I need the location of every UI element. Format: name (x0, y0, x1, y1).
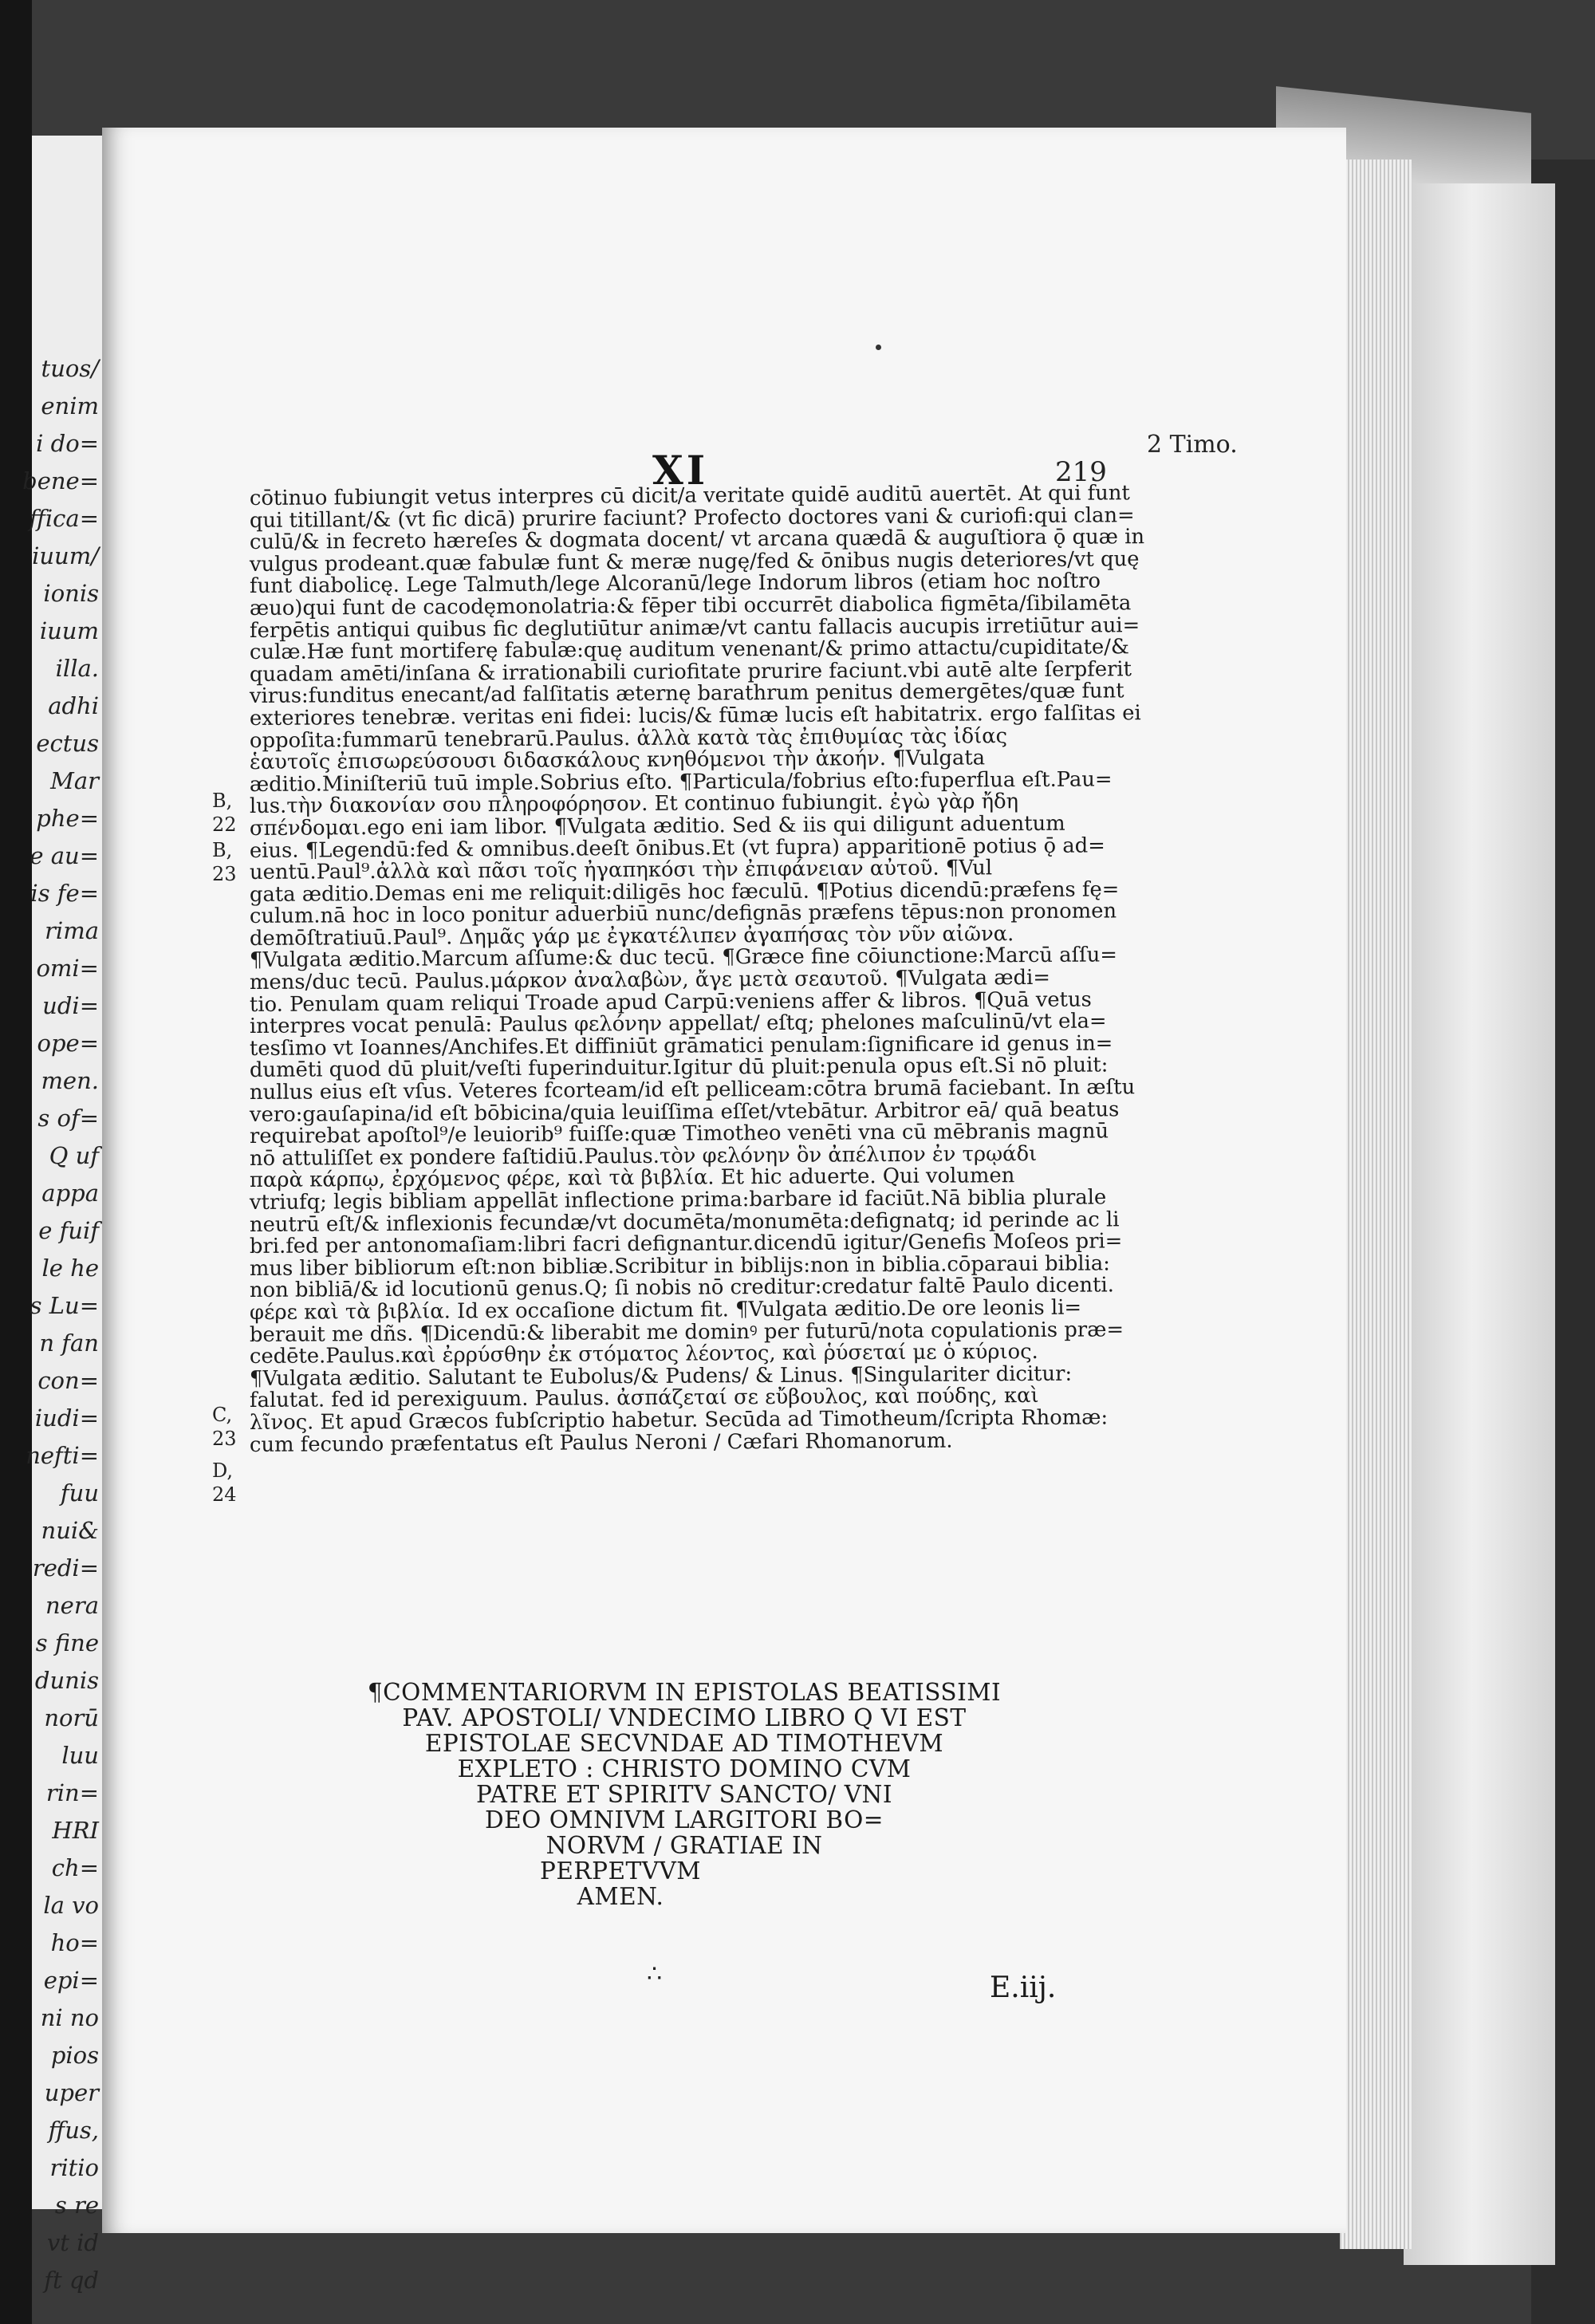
margin-reference: C, (212, 1404, 233, 1426)
margin-reference: 23 (212, 1428, 237, 1450)
right-page (102, 128, 1346, 2233)
margin-reference: 22 (212, 813, 237, 836)
left-page-line: s re (54, 2192, 99, 2219)
running-head: 2 Timo. (1147, 431, 1238, 459)
colophon-line: NORVM / GRATIAE IN (545, 1832, 823, 1859)
colophon (317, 1680, 1051, 1909)
text-line: falutat. fed id perexiguum. Paulus. ἀσπάζεταί σε εὔβουλος, καὶ πούδης, καὶ (249, 1384, 1039, 1413)
left-page-line: nefti= (26, 1442, 99, 1469)
text-line: oppoſita:fummarū tenebrarū.Paulus. ἀλλὰ κατὰ τὰς ἐπιθυμίας τὰς ἰδίας (249, 723, 1008, 753)
left-page-line: la vo (43, 1892, 99, 1919)
left-page-line: udi= (42, 992, 99, 1019)
text-line: dumēti quod dū pluit/veſti fuperinduitur.Igitur dū pluit:penula opus eſt.Si nō pluit: (249, 1053, 1109, 1083)
margin-reference: 23 (212, 863, 237, 885)
text-line: παρὰ κάρπῳ, ἐρχόμενος φέρε, καὶ τὰ βιβλία. Et hic aduerte. Qui volumen (249, 1164, 1015, 1193)
left-page-line: Q uf (49, 1142, 99, 1169)
left-page-line: HRI (52, 1817, 99, 1844)
margin-reference: 24 (212, 1483, 237, 1506)
left-page-line: ffica= (29, 505, 99, 532)
text-line: tesſimo vt Ioannes/Anchifes.Et diffiniūt grāmatici penulam:ſignificare id genus in= (249, 1031, 1113, 1061)
text-line: berauit me dñs. ¶Dicendū:& liberabit me dominꝰ per futurū/nota copulationis præ= (249, 1317, 1124, 1347)
text-line: nō attuliſſet ex pondere faſtidiū.Paulus.τὸν φελόνην ὃν ἀπέλιπον ἐν τρῳάδι (249, 1141, 1038, 1171)
left-page-line: ni no (40, 2004, 99, 2031)
text-line: eius. ¶Legendū:fed & omnibus.deeſt ōnibus.Et (vt fupra) apparitionē potius ǭ ad= (249, 833, 1105, 863)
text-line: requirebat apoſtol⁹/e leuiorib⁹ fuiſſe:quæ Timotheo venēti vna cū mēbranis magnū (249, 1119, 1109, 1149)
text-line: quadam amēti/inſana & irrationabili curiofitate prurire faciunt.vbi autē alte ſerpferit (249, 656, 1132, 687)
book-cover-edge (1404, 183, 1555, 2265)
text-line: æditio.Miniſteriū tuū imple.Sobrius eſto. ¶Particula/fobrius eſto:fuperflua eſt.Pau= (249, 767, 1113, 797)
text-line: ἑαυτοῖς ἐπισωρεύσουσι διδασκάλους κνηθόμενοι τὴν ἀκοήν. ¶Vulgata (249, 746, 986, 775)
left-page-line: Mar (50, 767, 99, 794)
ink-dot (876, 345, 881, 350)
text-line: cōtinuo fubiungit vetus interpres cū dicit/a veritate quidē auditū auertēt. At qui funt (249, 481, 1130, 510)
left-page-line: iuum/ (32, 542, 99, 569)
text-line: funt diabolicę. Lege Talmuth/lege Alcoranū/lege Indorum libros (etiam hoc noſtro (249, 569, 1101, 599)
text-line: cum fecundo præfentatus eſt Paulus Neroni / Cæfari Rhomanorum. (249, 1428, 953, 1457)
text-line: neutrū eſt/& inflexionis fecundæ/vt documēta/monumēta:defignatq; id perinde ac li (249, 1207, 1120, 1237)
text-line: σπένδομαι.ego eni iam libor. ¶Vulgata æditio. Sed & iis qui diligunt aduentum (249, 811, 1065, 841)
left-page-line: epi= (43, 1967, 99, 1994)
left-page-line: redi= (32, 1554, 99, 1582)
left-page-line: fuu (60, 1479, 99, 1507)
left-page-line: rima (45, 917, 99, 944)
left-page-line: nui& (41, 1517, 99, 1544)
left-page-line: e au= (30, 842, 99, 869)
colophon-line: PATRE ET SPIRITV SANCTO/ VNI (476, 1781, 892, 1808)
left-page-line: le he (41, 1255, 99, 1282)
left-page-line: s fine (35, 1629, 99, 1656)
left-page-line: s Lu= (30, 1292, 99, 1319)
text-line: tio. Penulam quam reliqui Troade apud Carpū:veniens affer & libros. ¶Quā vetus (249, 987, 1092, 1017)
left-page-line: adhi (48, 692, 99, 719)
colophon-line: DEO OMNIVM LARGITORI BO= (484, 1806, 884, 1834)
book-edge-shadow (0, 0, 32, 2324)
left-page-line: illa. (55, 655, 99, 682)
text-line: vulgus prodeant.quæ fabulæ funt & meræ nugę/fed & ōnibus nugis deteriores/vt quę (249, 546, 1140, 577)
signature-mark: E.iij. (990, 1971, 1057, 2004)
text-line: demōſtratiuū.Paul⁹. Δημᾶς γάρ με ἐγκατέλιπεν ἀγαπήσας τὸν νῦν αἰῶνα. (249, 922, 1014, 951)
folio-number: 219 (1055, 456, 1107, 488)
text-line: virus:funditus enecant/ad falſitatis æternę barathrum penitus demergētes/quæ funt (249, 679, 1124, 709)
left-page-line: ectus (36, 730, 99, 757)
chapter-number: XI (652, 447, 709, 494)
margin-reference: D, (212, 1459, 234, 1482)
text-line: ferpētis antiqui quibus fic deglutiūtur animæ/vt cantu fallacis aucupis irretiūtur aui= (249, 613, 1140, 643)
text-line: interpres vocat penulā: Paulus φελόνην appellat/ eſtq; phelones maſculinū/vt ela= (249, 1009, 1107, 1039)
page-fore-edge (1340, 160, 1412, 2249)
text-line: nullus eius eſt vſus. Veteres fcorteam/id eſt pelliceam:cōtra brumā faciebant. In æſtu (249, 1075, 1136, 1105)
text-line: qui titillant/& (vt fic dicā) prurire faciunt? Profecto doctores vani & curiofi:qui clan= (249, 502, 1135, 533)
left-page-line: omi= (36, 955, 99, 982)
left-page-line: luu (61, 1742, 99, 1769)
left-page-line: ch= (51, 1854, 99, 1881)
left-page-line: iuum (39, 617, 99, 644)
text-line: uentū.Paul⁹.ἀλλὰ καὶ πᾶσι τοῖς ἠγαπηκόσι τὴν ἐπιφάνειαν αὐτοῦ. ¶Vul (249, 856, 993, 885)
left-page-line: i do= (36, 430, 99, 457)
left-page-line: ritio (49, 2154, 99, 2181)
left-page-line: uper (44, 2079, 99, 2106)
text-line: lus.τὴν διακονίαν σου πληροφόρησον. Et continuo fubiungit. ἐγὼ γὰρ ἤδη (249, 790, 1019, 819)
left-page-fragment (22, 136, 106, 2294)
margin-reference: B, (212, 839, 233, 861)
left-page-line: n fan (39, 1329, 99, 1357)
text-line: vero:gauſapina/id eſt bōbicina/quia leuiſſima eſſet/vtebātur. Arbitror eā/ quā beatus (249, 1097, 1120, 1127)
text-line: culæ.Hæ funt mortiferę fabulæ:quę auditum venenant/& primo attactu/cupiditate/& (249, 635, 1129, 665)
left-page-line: con= (37, 1367, 99, 1394)
left-page-line: ffus, (48, 2117, 99, 2144)
text-line: culum.nā hoc in loco ponitur aduerbiū nunc/defignās præfens tēpus:non pronomen (249, 899, 1117, 929)
colophon-line: ¶COMMENTARIORVM IN EPISTOLAS BEATISSIMI (367, 1679, 1002, 1706)
left-page-line: ionis (43, 580, 99, 607)
left-page-line: ope= (37, 1030, 99, 1057)
left-page-line: s of= (37, 1105, 99, 1132)
left-page-line: norū (44, 1704, 99, 1731)
text-line: gata æditio.Demas eni me reliquit:diligēs hoc fæculū. ¶Potius dicendū:præfens fę= (249, 877, 1120, 907)
left-page-line: e fuif (38, 1217, 99, 1244)
text-line: ¶Vulgata æditio.Marcum aſſume:& duc tecū. ¶Græce fine cōiunctione:Marcū aſſu= (249, 943, 1117, 973)
commentary-text (249, 481, 1145, 1457)
text-line: cedēte.Paulus.καὶ ἐρρύσθην ἐκ στόματος λέοντος, καὶ ῥύσεταί με ὁ κύριος. (249, 1340, 1038, 1369)
text-line: ¶Vulgata æditio. Salutant te Eubolus/& Pudens/ & Linus. ¶Singulariter dicitur: (249, 1361, 1073, 1391)
text-line: exteriores tenebræ. veritas eni fidei: lucis/& fūmæ lucis eſt habitatrix. ergo falſitas ei (249, 701, 1141, 731)
colophon-line: EXPLETO : CHRISTO DOMINO CVM (457, 1755, 912, 1782)
colophon-line: EPISTOLAE SECVNDAE AD TIMOTHEVM (424, 1730, 944, 1757)
left-page-line: bene= (22, 467, 99, 494)
text-line: mus liber bibliorum eſt:non bibliæ.Scribitur in biblijs:non in biblia.cōparaui biblia: (249, 1251, 1111, 1281)
colophon-line: AMEN. (577, 1883, 664, 1910)
left-page-line: tuos/ (41, 355, 99, 382)
left-page-line: enim (41, 392, 99, 420)
left-page-line: nera (45, 1592, 99, 1619)
text-line: bri.fed per antonomaſiam:libri facri defignantur.dicendū igitur/Genefis Moſeos pri= (249, 1229, 1123, 1259)
ornament-mark: ∴ (647, 1960, 663, 1988)
left-page-line: rin= (45, 1779, 99, 1806)
text-line: λῖνος. Et apud Græcos fubſcriptio habetur. Secūda ad Timotheum/ſcripta Rhomæ: (249, 1405, 1109, 1435)
text-line: vtriufq; legis bibliam appellāt inflectione prima:barbare id faciūt.Nā biblia plurale (249, 1185, 1107, 1215)
left-page-line: dunis (34, 1667, 99, 1694)
margin-reference: B, (212, 790, 233, 812)
left-page-line: is fe= (30, 880, 99, 907)
text-line: φέρε καὶ τὰ βιβλία. Id ex occaſione dictum fit. ¶Vulgata æditio.De ore leonis li= (249, 1295, 1082, 1325)
left-page-line: pios (50, 2042, 99, 2069)
left-page-line: ho= (50, 1929, 99, 1956)
left-page-line: vt id (46, 2229, 99, 2256)
left-page-line: appa (41, 1180, 99, 1207)
text-line: mens/duc tecū. Paulus.μάρκον ἀναλαβὼν, ἄγε μετὰ σεαυτοῦ. ¶Vulgata ædi= (249, 965, 1051, 995)
left-page-line: ft qd (44, 2267, 99, 2294)
colophon-line: PAV. APOSTOLI/ VNDECIMO LIBRO Q VI EST (402, 1704, 967, 1731)
text-line: æuo)qui funt de cacodęmonolatria:& fēper tibi occurrēt diabolica figmēta/ſibilamēta (249, 591, 1132, 620)
text-line: non bibliā/& id locutionū genus.Q; ſi nobis nō creditur:credatur faltē Paulo dicenti. (249, 1273, 1114, 1303)
left-page-line: men. (41, 1067, 99, 1094)
left-page-line: phe= (36, 805, 99, 832)
text-line: culū/& in fecreto hæreſes & dogmata docent/ vt arcana quædā & auguſtiora ǭ quæ in (249, 525, 1145, 555)
colophon-line: PERPETVVM (540, 1857, 701, 1885)
left-page-line: iudi= (34, 1404, 99, 1432)
